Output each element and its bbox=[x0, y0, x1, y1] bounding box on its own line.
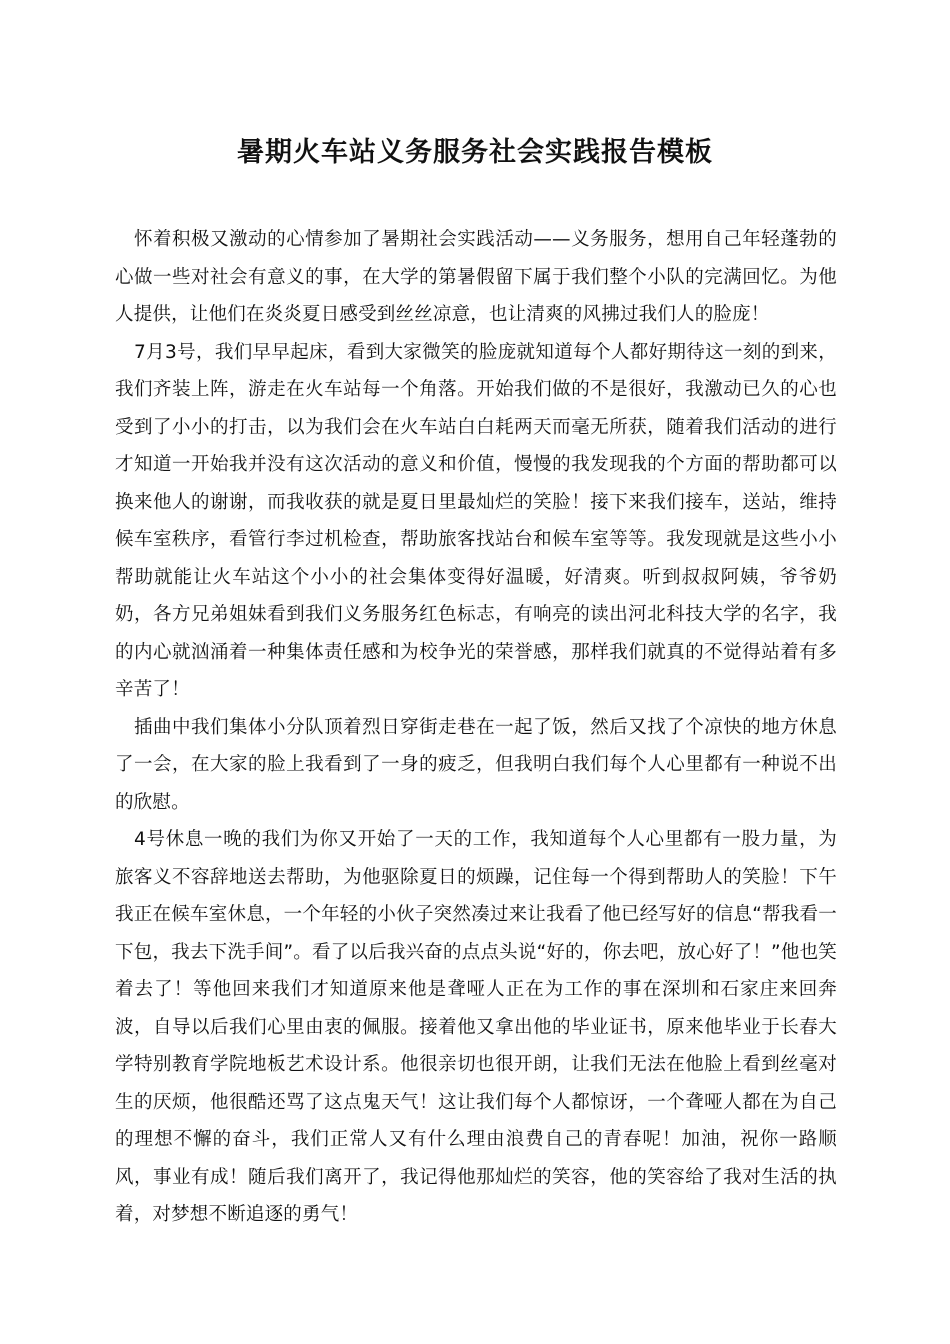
paragraph-july-3: 7月3号，我们早早起床，看到大家微笑的脸庞就知道每个人都好期待这一刻的到来，我们齐装上阵，游走在火车站每一个角落。开始我们做的不是很好，我激动已久的心也受到了小小的打击，以为我们会在火车站白白耗两天而毫无所获，随着我们活动的进行才知道一开始我并没有这次活动的意义和价值，慢慢的我发现我的个方面的帮助都可以换来他人的谢谢，而我收获的就是夏日里最灿烂的笑脸！接下来我们接车，送站，维持候车室秩序，看管行李过机检查，帮助旅客找站台和候车室等等。我发现就是这些小小帮助就能让火车站这个小小的社会集体变得好温暖，好清爽。听到叔叔阿姨，爷爷奶奶，各方兄弟姐妹看到我们义务服务红色标志，有响亮的读出河北科技大学的名字，我的内心就汹涌着一种集体责任感和为校争光的荣誉感，那样我们就真的不觉得站着有多辛苦了！ bbox=[115, 341, 837, 700]
paragraph-interlude: 插曲中我们集体小分队顶着烈日穿街走巷在一起了饭，然后又找了个凉快的地方休息了一会，在大家的脸上我看到了一身的疲乏，但我明白我们每个人心里都有一种说不出的欣慰。 bbox=[115, 716, 837, 813]
document-title: 暑期火车站义务服务社会实践报告模板 bbox=[237, 137, 713, 168]
paragraph-intro: 怀着积极又激动的心情参加了暑期社会实践活动——义务服务，想用自己年轻蓬勃的心做一些对社会有意义的事，在大学的第暑假留下属于我们整个小队的完满回忆。为他人提供，让他们在炎炎夏日感受到丝丝凉意，也让清爽的风拂过我们人的脸庞！ bbox=[115, 229, 837, 325]
paragraph-july-4: 4号休息一晚的我们为你又开始了一天的工作，我知道每个人心里都有一股力量，为旅客义不容辞地送去帮助，为他驱除夏日的烦躁，记住每一个得到帮助人的笑脸！下午我正在候车室休息，一个年轻的小伙子突然凑过来让我看了他已经写好的信息“帮我看一下包，我去下洗手间”。看了以后我兴奋的点点头说“好的，你去吧，放心好了！”他也笑着去了！等他回来我们才知道原来他是聋哑人正在为工作的事在深圳和石家庄来回奔波，自导以后我们心里由衷的佩服。接着他又拿出他的毕业证书，原来他毕业于长春大学特别教育学院地板艺术设计系。他很亲切也很开朗，让我们无法在他脸上看到丝毫对生的厌烦，他很酷还骂了这点鬼天气！这让我们每个人都惊讶，一个聋哑人都在为自己的理想不懈的奋斗，我们正常人又有什么理由浪费自己的青春呢！加油，祝你一路顺风，事业有成！随后我们离开了，我记得他那灿烂的笑容，他的笑容给了我对生活的执着，对梦想不断追逐的勇气！ bbox=[115, 829, 837, 1225]
document-body bbox=[115, 221, 837, 1234]
